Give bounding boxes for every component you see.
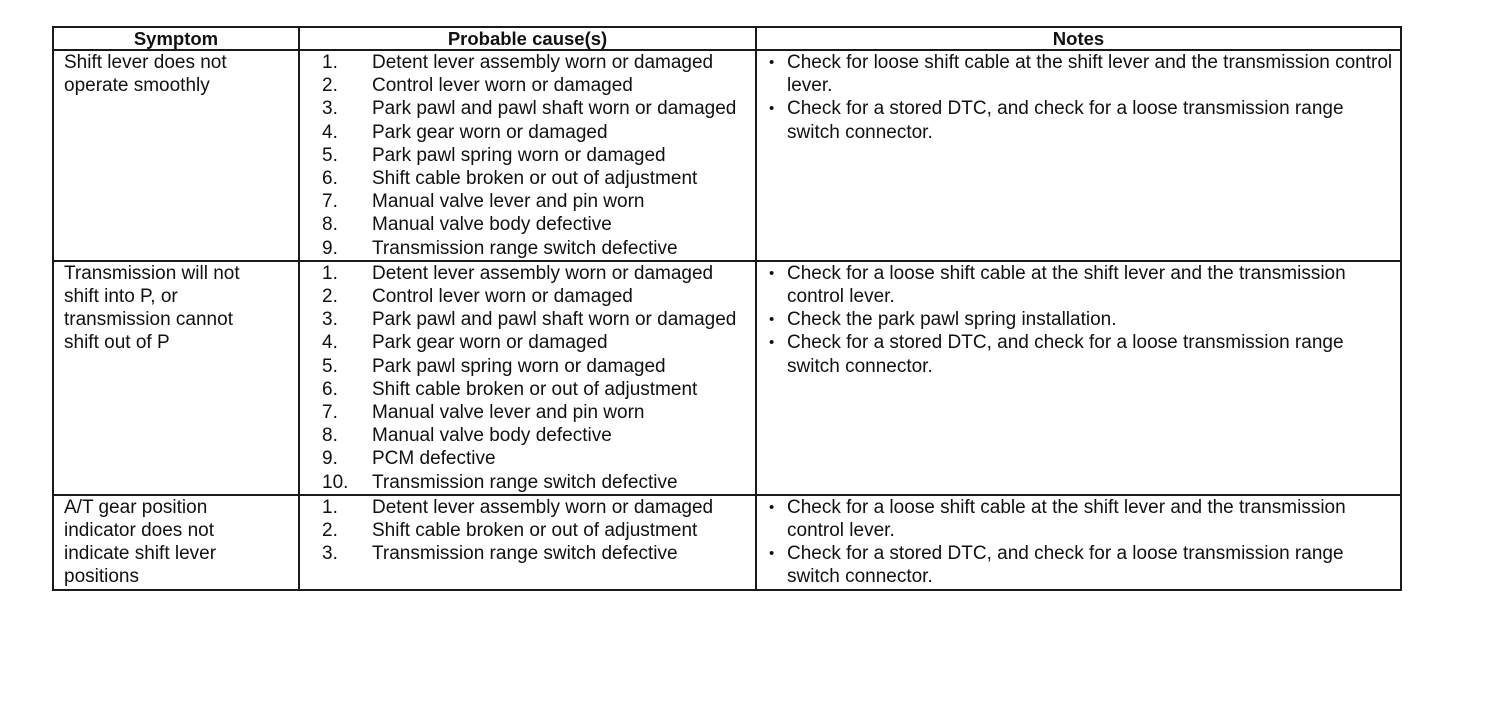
- note-item: [769, 331, 1394, 377]
- cause-item: [300, 285, 751, 308]
- cause-text: Shift cable broken or out of adjustment: [372, 378, 698, 400]
- cause-item: [300, 97, 751, 120]
- cause-text: Detent lever assembly worn or damaged: [372, 52, 714, 73]
- cause-text: Park gear worn or damaged: [372, 121, 608, 143]
- table-body: [53, 50, 1401, 590]
- table-row: [53, 50, 1401, 261]
- note-item: [769, 308, 1394, 331]
- cause-number: 5.: [322, 144, 338, 166]
- bullet-icon: •: [769, 54, 775, 71]
- note-text: Check for loose shift cable at the shift lever and the transmission control lever.: [787, 52, 1393, 97]
- note-item: [769, 496, 1394, 542]
- cause-cell: [299, 261, 756, 495]
- cause-text: Control lever worn or damaged: [372, 286, 633, 308]
- cause-number: 1.: [322, 52, 338, 73]
- cause-number: 1.: [322, 262, 338, 284]
- notes-cell: [756, 50, 1401, 261]
- notes-cell: [756, 261, 1401, 495]
- header-row: [53, 27, 1401, 50]
- cause-number: 7.: [322, 191, 338, 213]
- bullet-icon: •: [769, 311, 775, 329]
- cause-item: [300, 471, 751, 494]
- note-item: [769, 97, 1394, 143]
- symptom-text: Shift lever does not operate smoothly: [64, 52, 227, 97]
- cause-item: [300, 121, 751, 144]
- cause-number: 3.: [322, 309, 338, 331]
- cause-number: 6.: [322, 378, 338, 400]
- cause-text: Park pawl spring worn or damaged: [372, 355, 666, 377]
- table-row: [53, 495, 1401, 590]
- cause-item: [300, 167, 751, 190]
- cause-number: 10.: [322, 471, 349, 493]
- cause-number: 5.: [322, 355, 338, 377]
- note-item: [769, 51, 1394, 97]
- cause-text: Park pawl and pawl shaft worn or damaged: [372, 98, 737, 120]
- cause-number: 2.: [322, 520, 338, 542]
- note-text: Check the park pawl spring installation.: [787, 309, 1117, 331]
- cause-number: 6.: [322, 168, 338, 190]
- cause-item: [300, 144, 751, 167]
- cause-number: 7.: [322, 402, 338, 424]
- cause-number: 8.: [322, 425, 338, 447]
- cause-number: 9.: [322, 237, 338, 259]
- symptom-cell: [53, 261, 299, 495]
- cause-number: 2.: [322, 75, 338, 97]
- cause-text: Detent lever assembly worn or damaged: [372, 496, 714, 518]
- cause-text: Detent lever assembly worn or damaged: [372, 262, 714, 284]
- note-text: Check for a stored DTC, and check for a loose transmission range switch connector.: [787, 543, 1344, 588]
- symptom-text: Transmission will not shift into P, or transmission cannot shift out of P: [64, 262, 240, 354]
- cause-text: Park gear worn or damaged: [372, 332, 608, 354]
- note-item: [769, 542, 1394, 588]
- cause-number: 9.: [322, 448, 338, 470]
- cause-item: [300, 519, 751, 542]
- cause-text: Manual valve lever and pin worn: [372, 191, 645, 213]
- cause-item: [300, 331, 751, 354]
- cause-item: [300, 213, 751, 236]
- cause-item: [300, 237, 751, 260]
- cause-text: Manual valve body defective: [372, 425, 612, 447]
- cause-item: [300, 74, 751, 97]
- cause-text: Shift cable broken or out of adjustment: [372, 168, 698, 190]
- symptom-header: Symptom: [53, 27, 299, 50]
- cause-text: Park pawl and pawl shaft worn or damaged: [372, 309, 737, 331]
- cause-text: PCM defective: [372, 448, 496, 470]
- cause-item: [300, 424, 751, 447]
- bullet-icon: •: [769, 545, 775, 563]
- notes-header: Notes: [756, 27, 1401, 50]
- symptom-cell: [53, 50, 299, 261]
- bullet-icon: •: [769, 264, 775, 282]
- cause-text: Transmission range switch defective: [372, 237, 678, 259]
- note-text: Check for a loose shift cable at the shift lever and the transmission control lever.: [787, 262, 1346, 308]
- cause-text: Manual valve lever and pin worn: [372, 402, 645, 424]
- cause-item: [300, 308, 751, 331]
- cause-number: 3.: [322, 98, 338, 120]
- cause-text: Control lever worn or damaged: [372, 75, 633, 97]
- cause-text: Park pawl spring worn or damaged: [372, 144, 666, 166]
- cause-item: [300, 262, 751, 285]
- note-text: Check for a stored DTC, and check for a loose transmission range switch connector.: [787, 98, 1344, 143]
- symptom-text: A/T gear position indicator does not indicate shift lever positions: [64, 496, 217, 588]
- cause-text: Shift cable broken or out of adjustment: [372, 520, 698, 542]
- note-text: Check for a loose shift cable at the shift lever and the transmission control lever.: [787, 496, 1346, 542]
- bullet-icon: •: [769, 334, 775, 352]
- cause-item: [300, 542, 751, 565]
- notes-cell: [756, 495, 1401, 590]
- cause-text: Transmission range switch defective: [372, 543, 678, 565]
- cause-item: [300, 447, 751, 470]
- table-row: [53, 261, 1401, 495]
- cause-cell: [299, 495, 756, 590]
- cause-number: 8.: [322, 214, 338, 236]
- cause-cell: [299, 50, 756, 261]
- cause-number: 2.: [322, 286, 338, 308]
- symptom-cell: [53, 495, 299, 590]
- bullet-icon: •: [769, 100, 775, 118]
- cause-text: Transmission range switch defective: [372, 471, 678, 493]
- bullet-icon: •: [769, 498, 775, 516]
- cause-number: 4.: [322, 332, 338, 354]
- cause-number: 4.: [322, 121, 338, 143]
- cause-item: [300, 51, 751, 74]
- cause-header: Probable cause(s): [299, 27, 756, 50]
- cause-item: [300, 378, 751, 401]
- cause-item: [300, 355, 751, 378]
- cause-number: 1.: [322, 496, 338, 518]
- troubleshooting-table: [52, 26, 1402, 591]
- note-item: [769, 262, 1394, 308]
- cause-item: [300, 401, 751, 424]
- cause-item: [300, 496, 751, 519]
- cause-item: [300, 190, 751, 213]
- cause-text: Manual valve body defective: [372, 214, 612, 236]
- cause-number: 3.: [322, 543, 338, 565]
- note-text: Check for a stored DTC, and check for a loose transmission range switch connector.: [787, 332, 1344, 377]
